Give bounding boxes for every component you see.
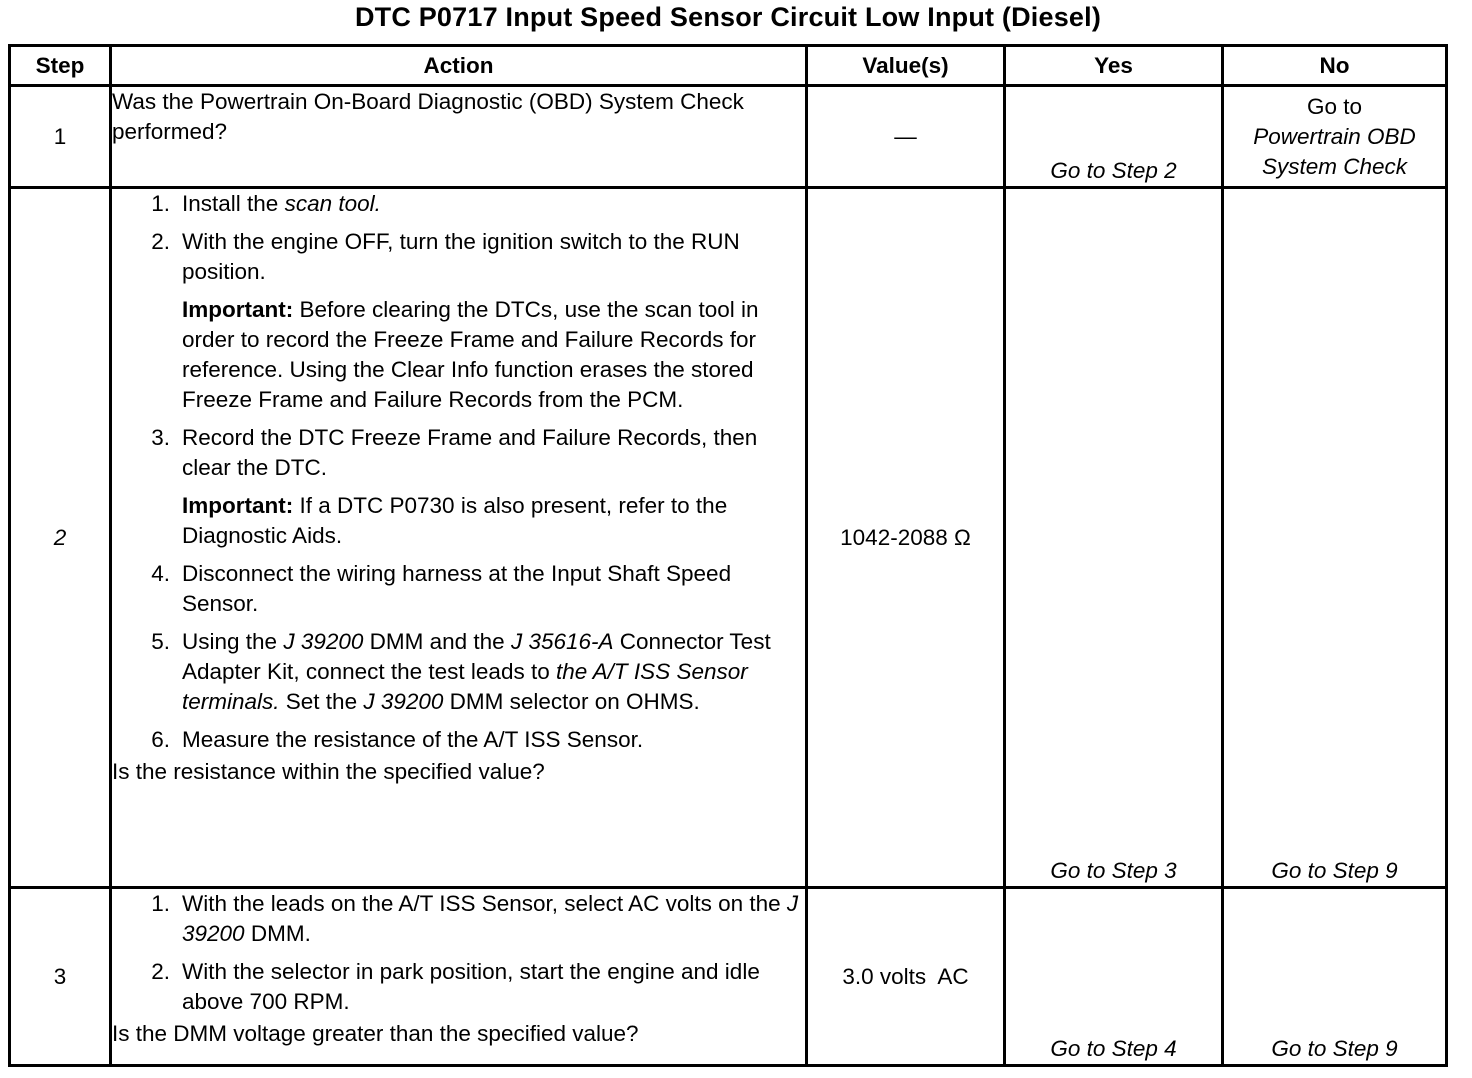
important-text: If a DTC P0730 is also present, refer to the Diagnostic Aids. [182,493,728,548]
item-text: With the engine OFF, turn the ignition switch to the RUN position. [182,229,740,284]
step-number: 3 [10,888,111,1066]
item-text: DMM. [244,921,311,946]
yes-cell [1005,188,1223,888]
item-text: DMM selector on OHMS. [443,689,700,714]
list-item [112,423,805,483]
item-emphasis: J 39200 [283,629,364,654]
item-text: With the leads on the A/T ISS Sensor, select AC volts on the [182,891,787,916]
item-text: Record the DTC Freeze Frame and Failure Records, then clear the DTC. [182,425,758,480]
yes-cell [1005,888,1223,1066]
action-steps [112,889,805,1017]
item-text: Install the [182,191,285,216]
action-question: Was the Powertrain On-Board Diagnostic (OBD) System Check performed? [112,89,744,144]
list-item [112,189,805,219]
value-cell: 3.0 volts AC [807,888,1005,1066]
no-cell [1223,86,1447,188]
list-item [112,725,805,755]
header-action: Action [111,46,807,86]
value-cell: — [807,86,1005,188]
important-note [112,295,805,415]
yes-link[interactable]: Go to Step 3 [1050,858,1177,883]
yes-link[interactable]: Go to Step 4 [1050,1036,1177,1061]
item-text: Connector Test Adapter Kit, connect the test leads to [182,629,771,684]
item-emphasis: scan tool. [284,191,381,216]
action-steps [112,189,805,287]
header-yes: Yes [1005,46,1223,86]
item-text: Disconnect the wiring harness at the Input Shaft Speed Sensor. [182,561,732,616]
diagnostic-table [8,44,1448,1067]
item-number: 1. [151,891,170,916]
important-note [112,491,805,551]
no-link[interactable]: Powertrain OBD System Check [1253,123,1416,179]
no-link[interactable]: Go to Step 9 [1271,858,1398,883]
action-question: Is the DMM voltage greater than the specified value? [112,1021,639,1046]
header-no: No [1223,46,1447,86]
item-emphasis: J 39200 [363,689,444,714]
important-label: Important: [182,297,294,322]
no-cell [1223,888,1447,1066]
important-text: Before clearing the DTCs, use the scan tool in order to record the Freeze Frame and Failure Records for reference. Using the Clear Info function erases the stored Freeze Frame and Failure Records from the PCM. [182,297,759,412]
item-emphasis: J 39200 [182,891,799,946]
no-prefix: Go to [1306,93,1363,119]
action-cell [111,86,807,188]
list-item [112,227,805,287]
list-item [112,627,805,717]
action-steps [112,559,805,755]
no-link[interactable]: Go to Step 9 [1271,1036,1398,1061]
yes-link[interactable]: Go to Step 2 [1050,158,1177,183]
list-item [112,957,805,1017]
item-number: 4. [151,561,170,586]
item-number: 6. [151,727,170,752]
action-question: Is the resistance within the specified value? [112,759,545,784]
header-step: Step [10,46,111,86]
step-number: 1 [10,86,111,188]
table-row [10,888,1447,1066]
list-item [112,889,805,949]
table-row [10,188,1447,888]
action-cell [111,188,807,888]
action-steps [112,423,805,483]
header-row [10,46,1447,86]
item-text: Using the [182,629,284,654]
item-number: 1. [151,191,170,216]
item-number: 2. [151,959,170,984]
header-values: Value(s) [807,46,1005,86]
item-text: With the selector in park position, start the engine and idle above 700 RPM. [182,959,760,1014]
item-text: Measure the resistance of the A/T ISS Sensor. [182,727,644,752]
page-title: DTC P0717 Input Speed Sensor Circuit Low Input (Diesel) [354,2,1102,32]
step-number: 2 [10,188,111,888]
table-row [10,86,1447,188]
no-cell [1223,188,1447,888]
item-number: 2. [151,229,170,254]
item-text: DMM and the [363,629,511,654]
item-number: 3. [151,425,170,450]
item-emphasis: J 35616-A [510,629,614,654]
item-text: Set the [279,689,364,714]
yes-cell [1005,86,1223,188]
value-cell: 1042-2088 Ω [807,188,1005,888]
item-emphasis: the A/T ISS Sensor terminals. [182,659,748,714]
item-number: 5. [151,629,170,654]
list-item [112,559,805,619]
important-label: Important: [182,493,294,518]
action-cell [111,888,807,1066]
